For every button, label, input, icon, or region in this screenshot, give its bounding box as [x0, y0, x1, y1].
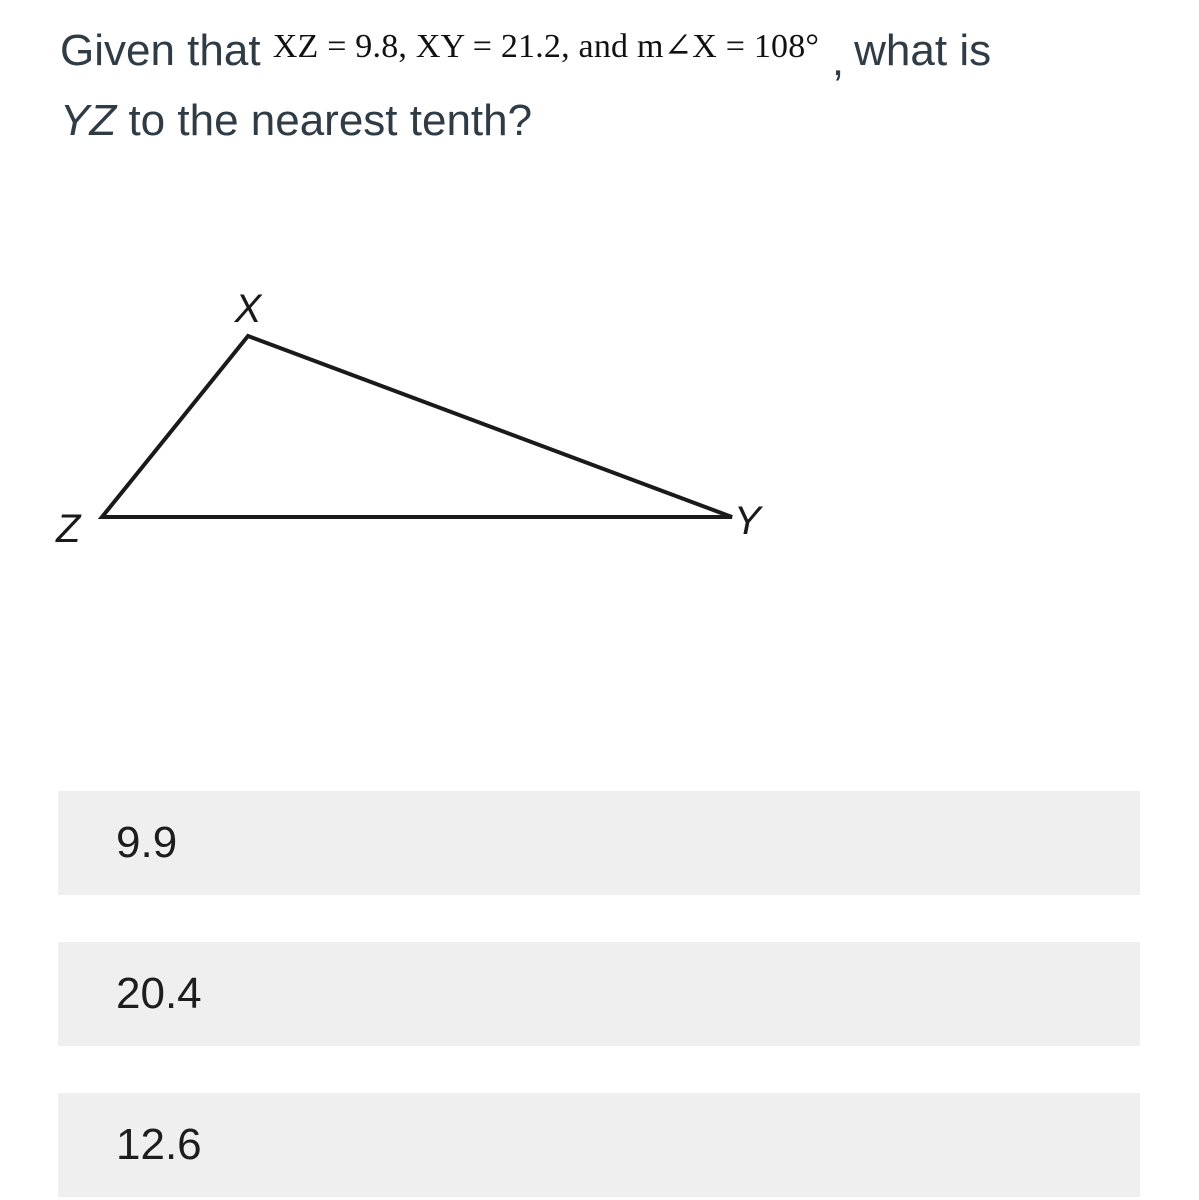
question-line-2 [60, 88, 1150, 154]
triangle-xyz [102, 336, 732, 517]
question-line-1 [60, 18, 1150, 88]
question-prefix: Given that [60, 26, 261, 75]
vertex-label-y: Y [734, 499, 761, 543]
question-text [60, 18, 1150, 154]
question-suffix: what is [854, 26, 992, 75]
answer-choice-label: 20.4 [116, 969, 202, 1018]
vertex-label-z: Z [56, 507, 81, 551]
answer-choice-label: 12.6 [116, 1120, 202, 1169]
math-expression [273, 28, 828, 65]
triangle-diagram [40, 280, 800, 570]
math-trailing-comma: , [831, 36, 845, 85]
math-xy: XY = 21.2, [415, 28, 570, 65]
math-angle: m∠X = 108° [636, 28, 820, 65]
answer-choice-2[interactable] [58, 942, 1140, 1046]
question-line-2-text: to the nearest tenth? [116, 96, 533, 145]
answer-choice-1[interactable] [58, 791, 1140, 895]
answer-choice-3[interactable] [58, 1093, 1140, 1197]
math-and: and [578, 28, 629, 65]
math-xz: XZ = 9.8, [272, 28, 408, 65]
question-variable-yz: YZ [60, 96, 117, 145]
answer-choice-label: 9.9 [116, 818, 178, 867]
triangle-figure [40, 280, 800, 570]
vertex-label-x: X [234, 287, 262, 331]
